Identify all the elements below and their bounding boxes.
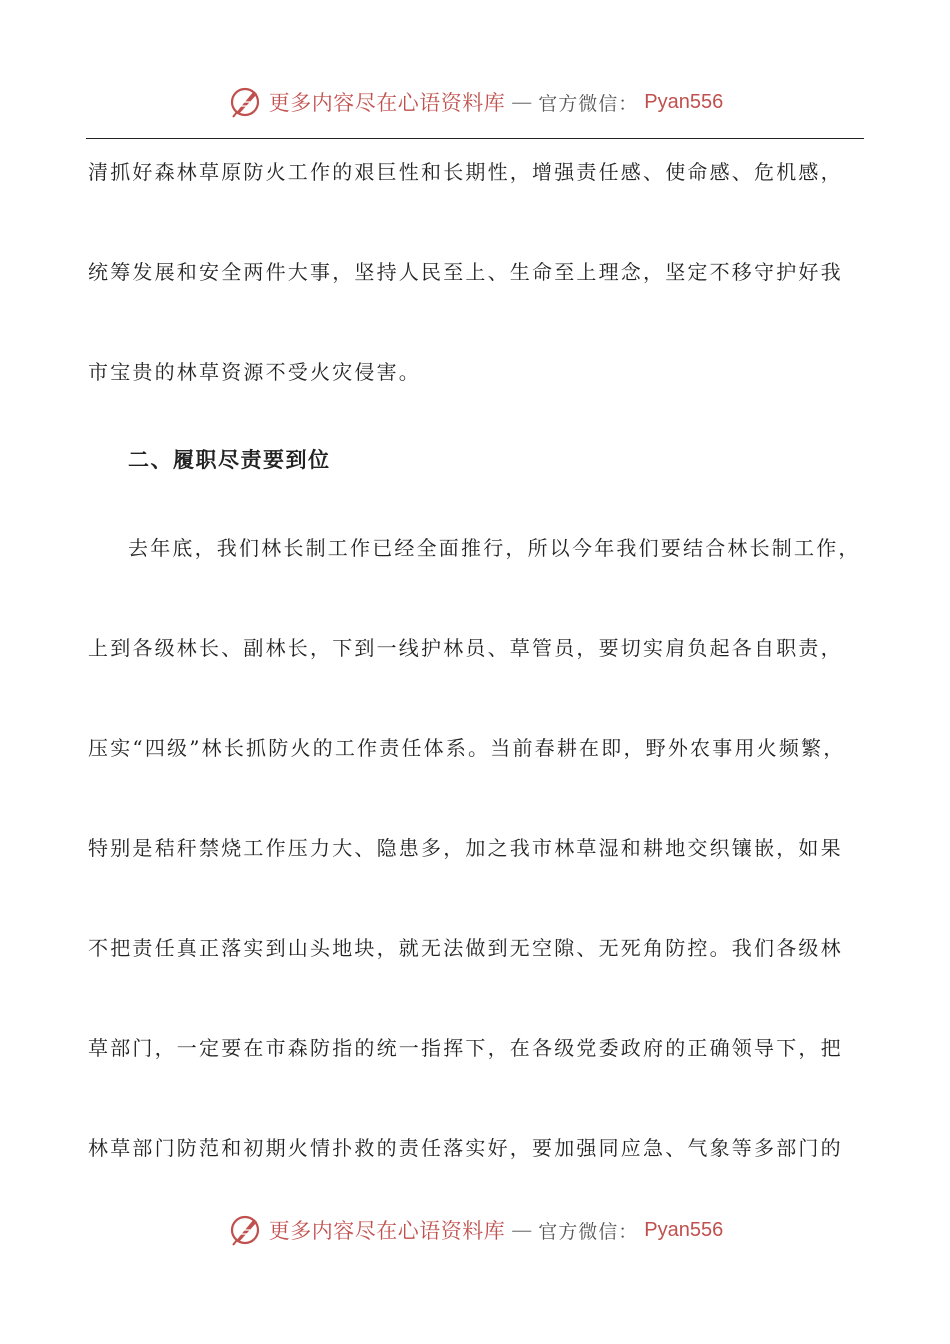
body-line: 压实“四级”林长抓防火的工作责任体系。当前春耕在即，野外农事用火频繁， bbox=[88, 736, 846, 760]
banner-wechat-label: 官方微信： bbox=[538, 1220, 639, 1243]
body-line: 统筹发展和安全两件大事，坚持人民至上、生命至上理念，坚定不移守护好我 bbox=[88, 260, 843, 284]
header-banner bbox=[0, 80, 950, 124]
banner-wechat-id: Pyan556 bbox=[644, 90, 724, 113]
footer-banner bbox=[0, 1208, 950, 1252]
header-rule bbox=[86, 138, 864, 139]
body-line: 市宝贵的林草资源不受火灾侵害。 bbox=[88, 360, 421, 384]
feather-pen-logo-icon bbox=[227, 1212, 263, 1248]
banner-main-text: 更多内容尽在心语资料库 bbox=[268, 91, 506, 115]
body-line: 去年底，我们林长制工作已经全面推行，所以今年我们要结合林长制工作， bbox=[128, 536, 861, 560]
banner-dash: — bbox=[511, 90, 533, 114]
section-heading: 二、履职尽责要到位 bbox=[128, 447, 331, 472]
body-line: 不把责任真正落实到山头地块，就无法做到无空隙、无死角防控。我们各级林 bbox=[88, 936, 843, 960]
document-body bbox=[88, 146, 864, 1222]
body-line: 清抓好森林草原防火工作的艰巨性和长期性，增强责任感、使命感、危机感， bbox=[88, 160, 843, 184]
body-line: 林草部门防范和初期火情扑救的责任落实好，要加强同应急、气象等多部门的 bbox=[88, 1136, 843, 1160]
feather-pen-logo-icon bbox=[227, 84, 263, 120]
body-line: 草部门，一定要在市森防指的统一指挥下，在各级党委政府的正确领导下，把 bbox=[88, 1036, 843, 1060]
banner-main-text: 更多内容尽在心语资料库 bbox=[268, 1219, 506, 1243]
body-line: 上到各级林长、副林长，下到一线护林员、草管员，要切实肩负起各自职责， bbox=[88, 636, 843, 660]
body-line: 特别是秸秆禁烧工作压力大、隐患多，加之我市林草湿和耕地交织镶嵌，如果 bbox=[88, 836, 843, 860]
banner-dash: — bbox=[511, 1218, 533, 1242]
banner-wechat-label: 官方微信： bbox=[538, 92, 639, 115]
banner-wechat-id: Pyan556 bbox=[644, 1218, 724, 1241]
